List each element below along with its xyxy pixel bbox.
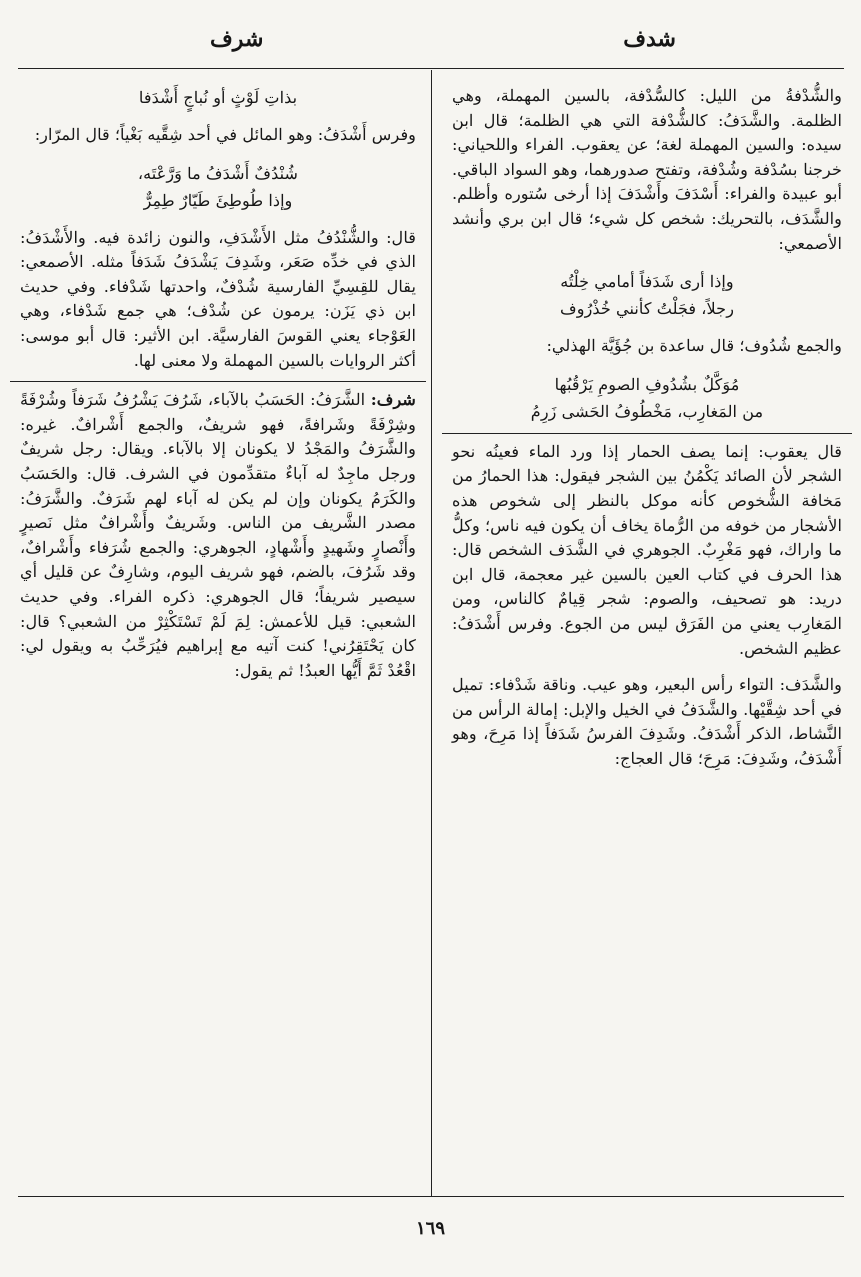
paragraph: والشُّدْفةُ من الليل: كالسُّدْفة، بالسين المهملة، وهي الظلمة. والشَّدَفُ: كالشُّدْفة التي هي الظلمة؛ قال ابن سيده: والسين المهملة لغة؛ عن يعقوب. الفراء واللحياني: خرجنا بسُدْفة وشُدْفة، وتفتح صدورهما، وهو السواد الباقي. أبو عبيدة والفراء: أَسْدَفَ وأَشْدَفَ إذا أرخى سُتوره وأظلم. والشَّدَف، بالتحريك: شخص كل شيء؛ قال ابن بري وأنشد الأصمعي: bbox=[452, 86, 842, 253]
paragraph: والجمع شُدُوف؛ قال ساعدة بن جُؤَيَّة الهذلي: bbox=[546, 336, 842, 356]
entry-paragraph bbox=[20, 388, 416, 683]
footer-rule bbox=[18, 1196, 844, 1197]
page-header bbox=[0, 26, 861, 66]
left-column-headword: شرف bbox=[210, 26, 264, 52]
paragraph: والشَّدَف: التواء رأس البعير، وهو عيب. وناقة شَدْفاء: تميل في أحد شِقَّيْها. والشَّدَفُ في الخيل والإبل: إمالة الرأس من النَّشاط، الذكر أَشْدَفُ. وشَدِفَ الفرسُ شَدَفاً إذا مَرِحَ، وهو أَشْدَفُ، وشَدِفَ: مَرِحَ؛ قال العجاج: bbox=[452, 675, 842, 768]
verse-line: شُنْدُفٌ أَشْدَفُ ما وَرَّعْتَه، bbox=[137, 163, 299, 183]
verse-block bbox=[452, 371, 842, 425]
entry-divider bbox=[10, 381, 426, 382]
paragraph: قال: والشُّنْدُفُ مثل الأَشْدَفِ، والنون زائدة فيه. والأَشْدَفُ: الذي في خدِّه صَعَر، وشَدِفَ يَشْدَفُ شَدَفاً مثله. الأصمعي: يقال للقِسِيِّ الفارسية شُدْفٌ، واحدتها شَدْفاء. وفي حديث ابن ذي يَزَن: يرمون عن شُدْف؛ هي جمع شَدْفاء، وهي العَوْجاء يعني القوسَ الفارسيَّة. ابن الأثير: قال أبو موسى: أكثر الروايات بالسين المهملة ولا معنى لها. bbox=[20, 227, 416, 370]
paragraph: وفرس أَشْدَفُ: وهو المائل في أحد شِقَّيه بَغْياً؛ قال المرّار: bbox=[34, 125, 416, 144]
column-divider bbox=[431, 70, 432, 1196]
verse-line: وإذا طُوطِئَ طَيّارٌ طِمِرٌّ bbox=[143, 190, 293, 210]
page-number: ١٦٩ bbox=[415, 1218, 445, 1239]
entry-text: الشَّرَفُ: الحَسَبُ بالآباء، شَرُفَ يَشْرُفُ شَرَفاً وشُرْفَةً وشِرْفَةً وشَرافةً، فهو شريفٌ، والجمع أَشْرافٌ. غيره: والشَّرَفُ والمَجْدُ لا يكونان إلا بالآباء. ويقال: رجل شريفٌ ورجل ماجِدٌ له آباءٌ متقدِّمون في الشرف. قال: والحَسَبُ والكَرَمُ يكونان وإن لم يكن له آباء لهم شَرَفٌ. والشَّرَفُ: مصدر الشَّريف من الناس. وشَريفٌ وأَشْرافٌ مثل نَصيرٍ وأَنْصارٍ وشَهيدٍ وأَشْهادٍ، الجوهري: والجمع شُرَفاء وأَشْرافٌ، وقد شَرُفَ، بالضم، فهو شريف اليوم، وشارِفٌ عن قليل أي سيصير شريفاً؛ قال الجوهري: ذكره الفراء. وفي حديث الشعبي: قيل للأعمش: لِمَ لَمْ تَسْتَكْثِرْ من الشعبي؟ قال: كان يَحْتَقِرُني! كنت آتيه مع إبراهيم فيُرَحِّبُ به ويقول لي: اقْعُدْ ثَمَّ أَيُّها العبدُ! ثم يقول: bbox=[20, 390, 416, 680]
right-column-headword: شدف bbox=[623, 26, 676, 52]
right-column bbox=[452, 84, 842, 771]
header-rule bbox=[18, 68, 844, 69]
left-column bbox=[20, 84, 416, 683]
verse-line: من المَغارِب، مَخْطُوفُ الحَشى زَرِمُ bbox=[530, 401, 764, 421]
verse-line: وإذا أرى شَدَفاً أمامي خِلْتُه bbox=[560, 272, 734, 292]
verse-line: مُوَكَّلٌ بشُدُوفِ الصومِ يَرْقُبُها bbox=[554, 374, 740, 394]
section-divider bbox=[442, 433, 852, 434]
verse-line: بذاتِ لَوْثٍ أو نُباجٍ أَشْدَفا bbox=[138, 88, 298, 107]
verse-block bbox=[452, 268, 842, 322]
entry-headword: شرف: bbox=[370, 390, 416, 410]
paragraph: قال يعقوب: إنما يصف الحمار إذا ورد الماء فعينُه نحو الشجر لأن الصائد يَكْمُنُ بين الشجر فيقول: هذا الحمارُ من مَخافة الشُّخوص كأنه موكل بالنظر إلى شخوص هذه الأشجار من خوفه من الرُّماة يخاف أن يكون فيه ناس؛ وكلُّ ما واراك، فهو مَغْرِبٌ. الجوهري في الشَّدَف الشخص قال: هذا الحرف في كتاب العين بالسين غير معجمة، قال ابن دريد: هو تصحيف، والصوم: شجر قِيامٌ كالناس، ومن المَغارِب يعني من الفَرَق ليس من الجوع. وفرس أَشْدَفُ: عظيم الشخص. bbox=[452, 441, 842, 658]
verse-line: رجلاً، فجَلْتُ كأنني خُذْرُوف bbox=[559, 299, 735, 319]
verse-block bbox=[20, 160, 416, 214]
